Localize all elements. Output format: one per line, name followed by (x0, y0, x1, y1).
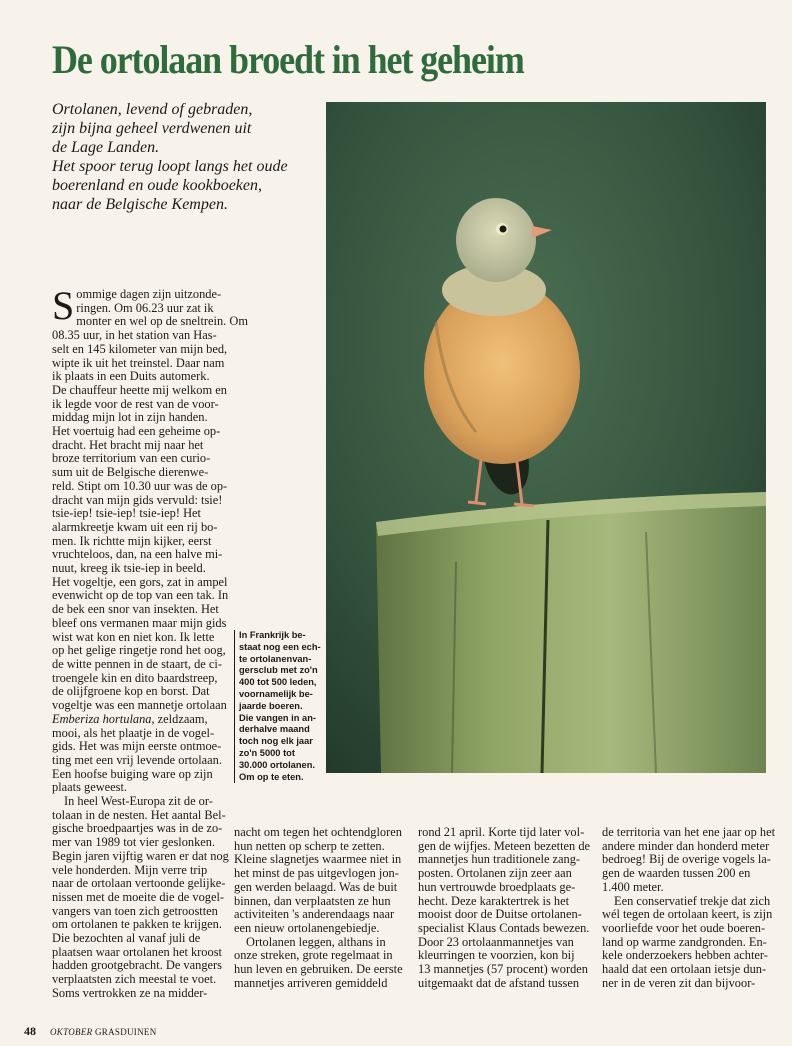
body-line: uitgemaakt dat de afstand tussen (418, 975, 580, 990)
body-line: 08.35 uur, in het station van Has- (52, 328, 217, 343)
body-line: wipte ik uit het treinstel. Daar nam (52, 355, 225, 370)
body-line: Ortolanen leggen, althans in (246, 934, 386, 949)
body-line: ringen. Om 06.23 uur zat ik (76, 300, 214, 315)
body-line: vangers van toen zich getroostten (52, 903, 218, 918)
body-line: dracht van mijn gids vervuld: tsie! (52, 492, 223, 507)
body-line: gische broedpaartjes was in de zo- (52, 821, 223, 836)
body-line: Die bezochten al vanaf juli de (52, 931, 201, 946)
body-line: Door 23 ortolaanmannetjes van (418, 934, 574, 949)
body-line: voorliefde voor het oude boeren- (602, 920, 766, 935)
intro-line: de Lage Landen. (52, 139, 160, 156)
body-line: plaats geweest. (52, 780, 128, 795)
body-line: mannetjes hun traditionele zang- (418, 852, 581, 867)
body-line: monter en wel op de sneltrein. Om (76, 314, 248, 329)
body-line: een nieuw ortolanengebiedje. (234, 920, 380, 935)
body-line: broze territorium van een curio- (52, 451, 211, 466)
body-line: hecht. Deze karaktertrek is het (418, 893, 570, 908)
body-line: om ortolanen te pakken te krijgen. (52, 917, 222, 932)
intro-line: Ortolanen, levend of gebraden, (52, 101, 253, 118)
intro-line: Het spoor terug loopt langs het oude (52, 158, 288, 175)
body-line: nuut, kreeg ik tsie-iep in beeld. (52, 561, 206, 576)
body-line: sum uit de Belgische dierenwe- (52, 465, 209, 480)
intro-line: zijn bijna geheel verdwenen uit (52, 120, 252, 137)
body-line: tolaan in de nesten. Het aantal Bel- (52, 807, 226, 822)
body-line: de bek een snor van insekten. Het (52, 602, 219, 617)
body-line: 1.400 meter. (602, 879, 664, 894)
caption-line: 400 tot 500 leden, (239, 677, 317, 688)
body-line: kleurringen te voorzien, kon bij (418, 948, 575, 963)
body-line: gids. Het was mijn eerste ontmoe- (52, 739, 222, 754)
body-line: wist wat kon en niet kon. Ik lette (52, 629, 215, 644)
body-line: wél tegen de ortolaan keert, is zijn (602, 907, 773, 922)
caption-line: Om op te eten. (239, 771, 304, 782)
intro-lead (52, 100, 320, 214)
caption-line: In Frankrijk be- (239, 630, 306, 640)
caption-line: te ortolanenvan- (239, 653, 312, 664)
body-line: Het voertuig had een geheime op- (52, 424, 221, 439)
body-line: 13 mannetjes (57 procent) worden (418, 962, 588, 977)
body-line: gen werden belaagd. Was de buit (234, 879, 398, 894)
caption-line: zo'n 5000 tot (239, 747, 295, 758)
intro-line: naar de Belgische Kempen. (52, 196, 228, 213)
body-line: middag mijn lot in zijn handen. (52, 410, 208, 425)
body-line: De chauffeur heette mij welkom en (52, 382, 227, 397)
intro-line: boerenland en oude kookboeken, (52, 177, 262, 194)
body-column-1 (52, 283, 248, 1001)
body-line: tsie-iep! tsie-iep! tsie-iep! Het (52, 506, 201, 521)
article-title: De ortolaan broedt in het geheim (52, 37, 524, 82)
ortolan-bird-on-post-photo (326, 102, 766, 773)
body-line: gen de waarden tussen 200 en (602, 866, 751, 881)
body-line: kele onderzoekers hebben achter- (602, 948, 768, 963)
body-line: reld. Stipt om 10.30 uur was de op- (52, 478, 228, 493)
body-line: ner in de veren zit dan bijvoor- (602, 975, 756, 990)
photo-caption (234, 630, 321, 783)
body-line: nacht om tegen het ochtendgloren (234, 825, 402, 839)
body-line: Een conservatief trekje dat zich (614, 893, 771, 908)
body-line: specialist Klaus Contads bewezen. (418, 920, 590, 935)
caption-line: voornamelijk be- (239, 688, 313, 699)
body-line: troengele kin en dito baardstreep, (52, 670, 218, 685)
body-line: vruchteloos, dan, na een halve mi- (52, 547, 223, 562)
page-footer (24, 1022, 157, 1040)
body-line: vele honderden. Mijn verre trip (52, 862, 208, 877)
body-line: ommige dagen zijn uitzonde- (76, 287, 222, 301)
body-line: activiteiten 's anderendaags naar (234, 907, 395, 922)
body-line: ting met een vrij levende ortolaan. (52, 752, 222, 767)
body-line: het minst de pas uitgevlogen jon- (234, 866, 399, 881)
body-line: de territoria van het ene jaar op het (602, 825, 776, 839)
body-line: Soms vertrokken ze na midder- (52, 985, 208, 1000)
body-line: binnen, dan verplaatsten ze hun (234, 893, 391, 908)
body-column-2 (234, 826, 402, 990)
body-line: In heel West-Europa zit de or- (64, 794, 213, 809)
body-line: selt en 145 kilometer van mijn bed, (52, 341, 228, 356)
body-line: andere minder dan honderd meter (602, 838, 770, 853)
body-line: verplaatsten zich meestal te voet. (52, 972, 217, 987)
body-line: nissen met de moeite die de vogel- (52, 889, 225, 904)
body-line: mooist door de Duitse ortolanen- (418, 907, 582, 922)
species-name: Emberiza hortulana (52, 711, 152, 726)
body-line: haald dat een ortolaan ietsje dun- (602, 962, 767, 977)
body-line: Kleine slagnetjes waarmee niet in (234, 852, 402, 867)
caption-line: toch nog elk jaar (239, 736, 313, 747)
body-line: onze streken, grote regelmaat in (234, 948, 393, 963)
body-line: Een hoofse buiging ware op zijn (52, 766, 213, 781)
magazine-name: GRASDUINEN (95, 1027, 157, 1037)
body-line: de olijfgroene kop en borst. Dat (52, 684, 210, 699)
body-line: dracht. Het bracht mij naar het (52, 437, 204, 452)
body-line: vogeltje was een mannetje ortolaan (52, 698, 227, 713)
caption-line: gersclub met zo'n (239, 665, 318, 676)
caption-line: derhalve maand (239, 724, 310, 735)
body-line: gen de wijfjes. Meteen bezetten de (418, 838, 591, 853)
body-line: posten. Ortolanen zijn zeer aan (418, 866, 572, 881)
body-line: hadden grootgebracht. De vangers (52, 958, 222, 973)
magazine-issue (50, 1027, 157, 1037)
body-line: hun netten op scherp te zetten. (234, 838, 385, 853)
body-line: bedroeg! Bij de overige vogels la- (602, 852, 771, 867)
body-line: land op warme zandgronden. En- (602, 934, 767, 949)
caption-line: Die vangen in an- (239, 712, 316, 723)
body-line: hun leven en gebruiken. De eerste (234, 962, 403, 977)
body-line: bleef ons vermanen maar mijn gids (52, 615, 227, 630)
body-line: hun vertrouwde broedplaats ge- (418, 879, 576, 894)
body-column-3 (418, 825, 591, 990)
body-line: mooi, als het plaatje in de vogel- (52, 725, 215, 740)
body-line: evenwicht op de top van een tak. In (52, 588, 229, 603)
body-line: mer van 1989 tot vier geslonken. (52, 835, 216, 850)
body-line: de witte pennen in de staart, de ci- (52, 656, 222, 671)
body-line: Begin jaren vijftig waren er dat nog (52, 848, 229, 863)
body-line: ik plaats in een Duits automerk. (52, 369, 210, 384)
issue-month: OKTOBER (50, 1027, 93, 1037)
body-line: op het gelige ringetje rond het oog, (52, 643, 226, 658)
body-line: alarmkreetje kwam uit een rij bo- (52, 519, 218, 534)
caption-line: jaarde boeren. (239, 700, 303, 711)
body-line: mannetjes arriveren gemiddeld (234, 975, 388, 990)
caption-line: 30.000 ortolanen. (239, 759, 315, 770)
body-line (52, 713, 228, 727)
body-line: naar de ortolaan vertoonde gelijke- (52, 876, 226, 891)
species-rest: , zeldzaam, (151, 711, 208, 726)
body-column-4 (602, 825, 776, 990)
drop-cap: S (52, 283, 75, 328)
caption-line: staat nog een ech- (239, 641, 321, 652)
body-line: plaatsen waar ortolanen het kroost (52, 944, 222, 959)
body-line: men. Ik richtte mijn kijker, eerst (52, 533, 212, 548)
page-number: 48 (24, 1024, 36, 1038)
body-line: Het vogeltje, een gors, zat in ampel (52, 574, 228, 589)
body-line: ik legde voor de rest van de voor- (52, 396, 219, 411)
body-line: rond 21 april. Korte tijd later vol- (418, 825, 585, 839)
